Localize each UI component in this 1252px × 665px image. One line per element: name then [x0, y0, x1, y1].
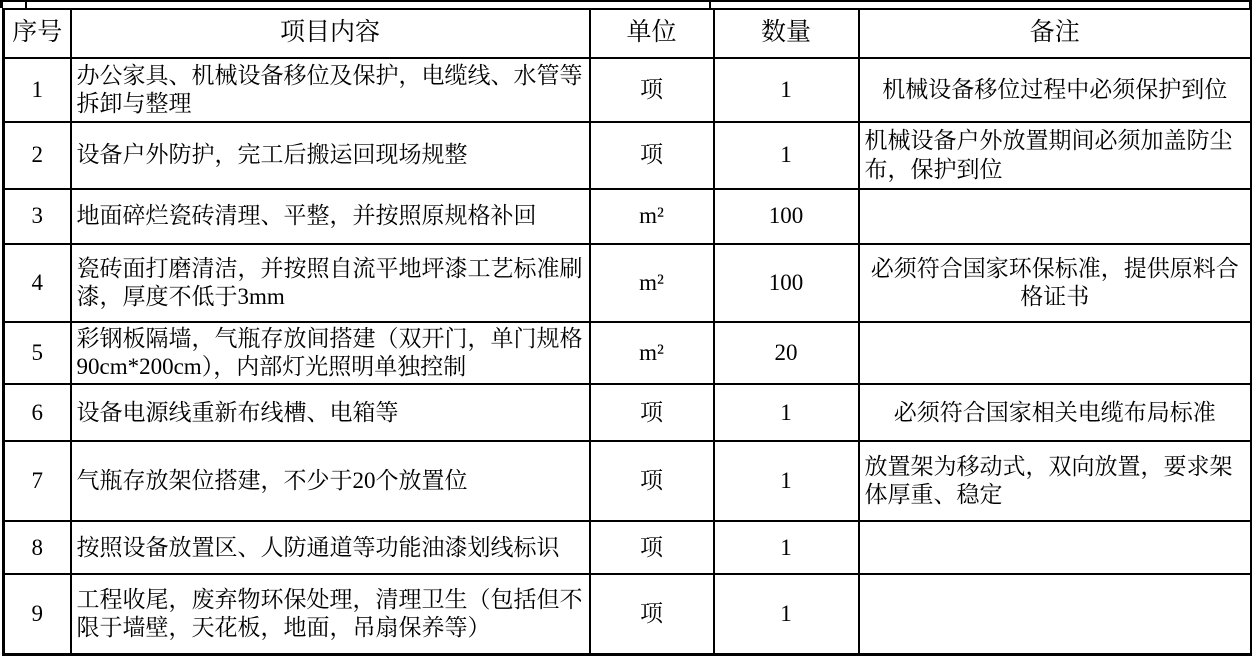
table-row — [4, 384, 1252, 441]
cell-content: 瓷砖面打磨清洁，并按照自流平地坪漆工艺标准刷漆，厚度不低于3mm — [71, 244, 590, 322]
cell-qty: 20 — [714, 322, 859, 384]
cell-unit: 项 — [590, 574, 714, 654]
cell-qty: 1 — [714, 574, 859, 654]
cell-qty: 100 — [714, 244, 859, 322]
table-row — [4, 189, 1252, 244]
header-index: 序号 — [4, 9, 71, 58]
cell-content: 按照设备放置区、人防通道等功能油漆划线标识 — [71, 521, 590, 574]
bill-of-quantities-table — [2, 8, 1252, 656]
previous-row-fragment — [0, 0, 1252, 8]
cell-qty: 1 — [714, 122, 859, 189]
cell-content: 工程收尾，废弃物环保处理，清理卫生（包括但不限于墙壁，天花板，地面，吊扇保养等） — [71, 574, 590, 654]
cell-unit: 项 — [590, 122, 714, 189]
cell-content: 设备电源线重新布线槽、电箱等 — [71, 384, 590, 441]
header-content: 项目内容 — [71, 9, 590, 58]
cell-qty: 100 — [714, 189, 859, 244]
cell-index: 6 — [4, 384, 71, 441]
table-header — [4, 9, 1252, 58]
cell-qty: 1 — [714, 521, 859, 574]
cell-content: 地面碎烂瓷砖清理、平整，并按照原规格补回 — [71, 189, 590, 244]
cell-unit: m² — [590, 189, 714, 244]
cell-index: 2 — [4, 122, 71, 189]
table-body — [4, 58, 1252, 654]
table-row — [4, 441, 1252, 521]
cell-remark — [859, 322, 1252, 384]
table-row — [4, 122, 1252, 189]
header-qty: 数量 — [714, 9, 859, 58]
cell-qty: 1 — [714, 384, 859, 441]
cell-index: 8 — [4, 521, 71, 574]
header-row — [4, 9, 1252, 58]
cell-remark: 必须符合国家相关电缆布局标准 — [859, 384, 1252, 441]
cell-qty: 1 — [714, 58, 859, 122]
table-row — [4, 574, 1252, 654]
cell-remark: 机械设备户外放置期间必须加盖防尘布，保护到位 — [859, 122, 1252, 189]
header-unit: 单位 — [590, 9, 714, 58]
cell-unit: m² — [590, 244, 714, 322]
table-row — [4, 521, 1252, 574]
column-divider-fragment — [709, 2, 711, 8]
cell-unit: m² — [590, 322, 714, 384]
cell-remark: 机械设备移位过程中必须保护到位 — [859, 58, 1252, 122]
cell-index: 3 — [4, 189, 71, 244]
cell-unit: 项 — [590, 441, 714, 521]
cell-unit: 项 — [590, 521, 714, 574]
cell-remark — [859, 574, 1252, 654]
cell-remark: 放置架为移动式，双向放置，要求架体厚重、稳定 — [859, 441, 1252, 521]
cell-content: 设备户外防护，完工后搬运回现场规整 — [71, 122, 590, 189]
table-row — [4, 244, 1252, 322]
cell-qty: 1 — [714, 441, 859, 521]
cell-remark: 必须符合国家环保标准，提供原料合格证书 — [859, 244, 1252, 322]
table-row — [4, 58, 1252, 122]
cell-index: 9 — [4, 574, 71, 654]
cell-index: 7 — [4, 441, 71, 521]
cell-content: 气瓶存放架位搭建，不少于20个放置位 — [71, 441, 590, 521]
cell-index: 1 — [4, 58, 71, 122]
column-divider-fragment — [25, 2, 27, 8]
cell-index: 4 — [4, 244, 71, 322]
cell-remark — [859, 189, 1252, 244]
cell-unit: 项 — [590, 384, 714, 441]
cell-content: 办公家具、机械设备移位及保护，电缆线、水管等拆卸与整理 — [71, 58, 590, 122]
cell-index: 5 — [4, 322, 71, 384]
cell-remark — [859, 521, 1252, 574]
header-remark: 备注 — [859, 9, 1252, 58]
table-row — [4, 322, 1252, 384]
cell-unit: 项 — [590, 58, 714, 122]
cell-content: 彩钢板隔墙，气瓶存放间搭建（双开门，单门规格90cm*200cm），内部灯光照明单独控制 — [71, 322, 590, 384]
